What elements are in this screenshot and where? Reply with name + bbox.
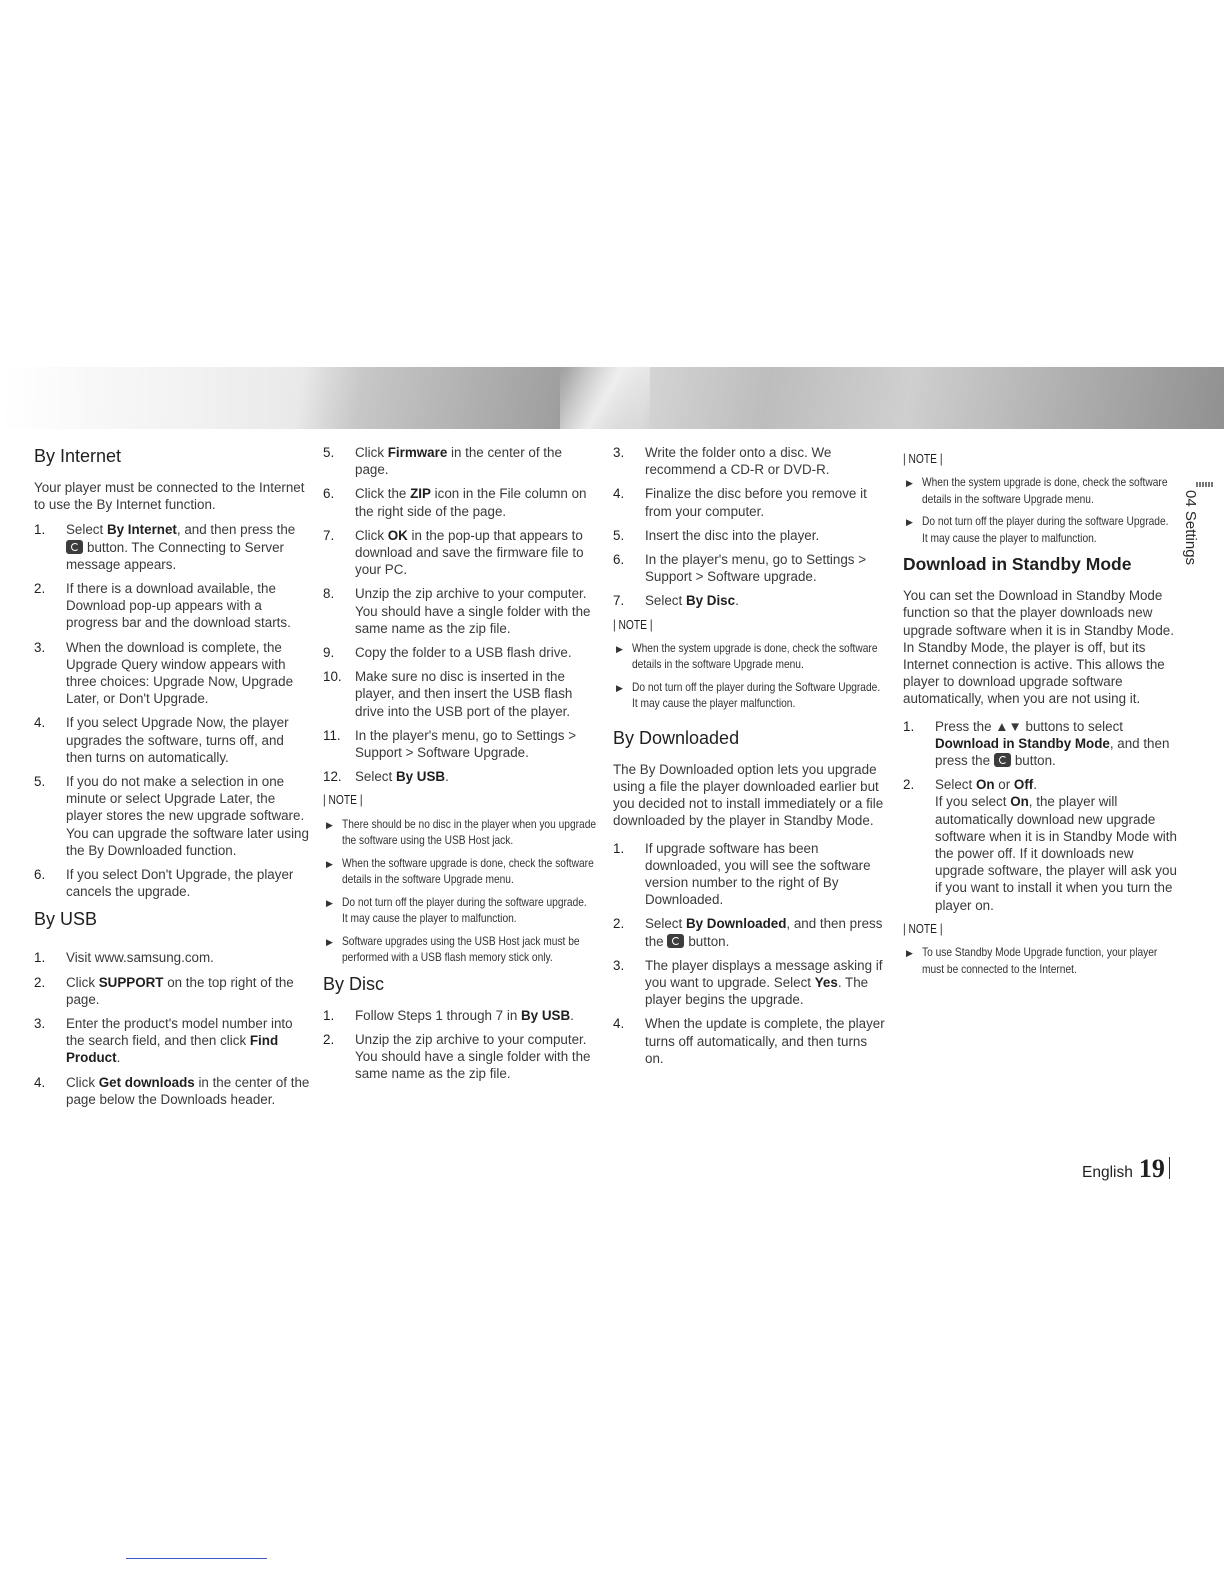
column-3 <box>613 444 888 1074</box>
note-item: ▶ When the system upgrade is done, check the software details in the software Upgrade menu. <box>616 640 878 672</box>
footer-language: English <box>1082 1164 1133 1181</box>
list-item: 2. Select By Downloaded, and then press the button. <box>613 916 883 949</box>
bullet-triangle-icon: ▶ <box>906 948 913 959</box>
footer-divider <box>1169 1157 1170 1179</box>
by-downloaded-intro: The By Downloaded option lets you upgrade using a file the player downloaded earlier but you decided not to install immediately or a file downloaded by the player in Standby Mode. <box>613 761 884 829</box>
list-item: 2. Unzip the zip archive to your computer. You should have a single folder with the same name as the zip file. <box>323 1031 591 1082</box>
bullet-triangle-icon: ▶ <box>326 897 333 908</box>
enter-button-icon <box>994 753 1011 767</box>
list-item: 8. Unzip the zip archive to your computer. You should have a single folder with the same name as the zip file. <box>323 586 591 636</box>
disc-note <box>613 617 888 712</box>
column-2 <box>323 444 598 1089</box>
bullet-triangle-icon: ▶ <box>616 643 623 654</box>
heading-by-disc: By Disc <box>323 973 385 994</box>
note-item: ▶ Software upgrades using the USB Host jack must be performed with a USB flash memory stick only. <box>326 933 580 965</box>
bullet-triangle-icon: ▶ <box>906 478 913 489</box>
by-internet-steps <box>34 521 310 900</box>
standby-note <box>903 921 1181 977</box>
list-item: 2. If there is a download available, the Download pop-up appears with a progress bar and the download starts. <box>34 581 291 631</box>
by-downloaded-steps <box>613 840 888 1067</box>
list-item: 1. Visit www.samsung.com. <box>34 950 214 966</box>
note-item: ▶ Do not turn off the player during the Software Upgrade. It may cause the player malfunction. <box>616 679 881 711</box>
list-item: 4. Click Get downloads in the center of the page below the Downloads header. <box>34 1074 310 1107</box>
by-usb-steps-continued <box>323 444 598 785</box>
by-internet-intro: Your player must be connected to the Internet to use the By Internet function. <box>34 480 305 513</box>
by-disc-steps <box>323 1007 598 1083</box>
list-item: 1. Select By Internet, and then press the button. The Connecting to Server message appears. <box>34 522 296 572</box>
column-1 <box>34 444 310 1115</box>
list-item: 3. Write the folder onto a disc. We recommend a CD-R or DVD-R. <box>613 445 832 478</box>
bullet-triangle-icon: ▶ <box>616 682 623 693</box>
list-item: 3. When the download is complete, the Upgrade Query window appears with three choices: Upgrade Now, Upgrade Later, or Don't Upgrade. <box>34 639 294 707</box>
list-item: 7. Click OK in the pop-up that appears to download and save the firmware file to your PC. <box>323 527 584 578</box>
heading-by-usb: By USB <box>34 909 98 930</box>
page-footer <box>1082 1154 1170 1184</box>
heading-by-downloaded: By Downloaded <box>613 727 740 748</box>
by-disc-steps-continued <box>613 444 888 610</box>
by-usb-steps <box>34 949 310 1108</box>
note-title: | NOTE | <box>903 452 943 466</box>
list-item: 6. Click the ZIP icon in the File column on the right side of the page. <box>323 486 587 519</box>
upgrade-note <box>903 451 1181 546</box>
note-item: ▶ When the system upgrade is done, check the software details in the software Upgrade menu. <box>906 475 1168 506</box>
note-title: | NOTE | <box>903 921 943 936</box>
usb-note <box>323 792 598 965</box>
list-item: 2. Click SUPPORT on the top right of the page. <box>34 974 294 1007</box>
list-item: 4. If you select Upgrade Now, the player upgrades the software, turns off, and then turns on automatically. <box>34 715 289 765</box>
chapter-tab-label: 04 Settings <box>1182 490 1199 566</box>
list-item: 6. If you select Don't Upgrade, the player cancels the upgrade. <box>34 867 294 900</box>
list-item: 3. The player displays a message asking if you want to upgrade. Select Yes. The player begins the upgrade. <box>613 957 883 1008</box>
list-item: 9. Copy the folder to a USB flash drive. <box>323 645 572 661</box>
note-item: ▶ When the software upgrade is done, check the software details in the software Upgrade menu. <box>326 855 594 887</box>
note-item: ▶ To use Standby Mode Upgrade function, your player must be connected to the Internet. <box>906 945 1158 976</box>
note-item: ▶ There should be no disc in the player when you upgrade the software using the USB Host jack. <box>326 816 597 848</box>
heading-by-internet: By Internet <box>34 446 122 466</box>
list-item: 5. Insert the disc into the player. <box>613 527 820 543</box>
list-item: 1. Press the ▲▼ buttons to select Download in Standby Mode, and then press the button. <box>903 718 1170 769</box>
note-title: | NOTE | <box>613 617 653 632</box>
heading-download-in-standby-mode: Download in Standby Mode <box>903 554 1132 575</box>
column-4 <box>903 444 1181 983</box>
note-title: | NOTE | <box>323 793 363 808</box>
note-item: ▶ Do not turn off the player during the software Upgrade. It may cause the player to malfunction. <box>906 514 1169 545</box>
list-item: 11. In the player's menu, go to Settings > Support > Software Upgrade. <box>323 727 577 761</box>
list-item: 12. Select By USB. <box>323 769 449 785</box>
bullet-triangle-icon: ▶ <box>906 517 913 528</box>
list-item: 7. Select By Disc. <box>613 593 739 609</box>
list-item: 4. Finalize the disc before you remove it from your computer. <box>613 486 867 519</box>
list-item: 4. When the update is complete, the player turns off automatically, and then turns on. <box>613 1016 885 1066</box>
bullet-triangle-icon: ▶ <box>326 936 333 947</box>
bullet-triangle-icon: ▶ <box>326 819 333 830</box>
bullet-triangle-icon: ▶ <box>326 858 333 869</box>
header-banner-highlight <box>560 367 650 429</box>
enter-button-icon <box>66 540 83 554</box>
list-item: 6. In the player's menu, go to Settings > Support > Software upgrade. <box>613 552 867 585</box>
list-item: 3. Enter the product's model number into the search field, and then click Find Product. <box>34 1016 293 1066</box>
enter-button-icon <box>667 934 684 948</box>
list-item: 5. Click Firmware in the center of the page. <box>323 445 562 478</box>
standby-steps <box>903 718 1181 914</box>
page-number: 19 <box>1138 1154 1165 1183</box>
note-item: ▶ Do not turn off the player during the software upgrade. It may cause the player to malfunction. <box>326 894 587 926</box>
bottom-rule <box>126 1558 267 1559</box>
list-item: 2. Select On or Off. If you select On, the player will automatically download new upgrade software when it is in Standby Mode with the power off. If it downloads new upgrade software, the player will ask you if you want to install it when you turn the player on. <box>903 777 1177 913</box>
list-item: 10. Make sure no disc is inserted in the player, and then insert the USB flash drive into the USB port of the player. <box>323 669 573 719</box>
list-item: 1. Follow Steps 1 through 7 in By USB. <box>323 1007 574 1023</box>
standby-intro: You can set the Download in Standby Mode function so that the player downloads new upgrade software when it is in Standby Mode. In Standby Mode, the player is off, but its Internet connection is active. This allows the player to download upgrade software automatically, when you are not using it. <box>903 588 1174 707</box>
list-item: 5. If you do not make a selection in one minute or select Upgrade Later, the player stores the new upgrade software. You can upgrade the software later using the By Downloaded function. <box>34 774 309 858</box>
list-item: 1. If upgrade software has been downloaded, you will see the software version number to the right of By Downloaded. <box>613 840 871 908</box>
